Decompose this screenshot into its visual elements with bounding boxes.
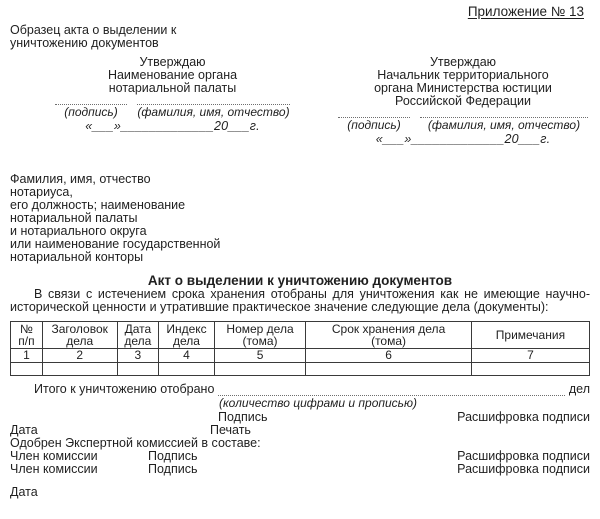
col-header-case-number: Номер дела (тома) [214,322,305,349]
col-header-num: № п/п [11,322,43,349]
approve-word-right: Утверждаю [429,55,497,69]
act-title: Акт о выделении к уничтожению документов [147,273,453,288]
seal-label: Печать [210,423,251,437]
empty-cell [117,363,159,376]
member-transcript-label: Расшифровка подписи [457,462,590,476]
final-date-label: Дата [10,485,38,499]
date-label: Дата [10,423,38,437]
documents-table [10,321,590,376]
signature-label: Подпись [218,410,268,424]
empty-cell [306,363,472,376]
total-line [10,383,590,396]
table-empty-row [11,363,590,376]
table-column-numbers-row [11,349,590,363]
empty-cell [159,363,215,376]
fullname-caption-right: (фамилия, имя, отчество) [420,117,588,132]
col-header-retention: Срок хранения дела (тома) [306,322,472,349]
signature-lines-left [55,104,290,119]
col-header-index: Индекс дела [159,322,215,349]
member-role: Член комиссии [10,462,98,476]
notary-info-block: Фамилия, имя, отчество нотариуса, его должность; наименование нотариальной палаты и нотариального округа или наименование государственной нотариальной конторы [10,172,221,264]
col-number: 4 [159,349,215,363]
approval-block-right [320,56,590,146]
approver-right: Начальник территориального органа Министерства юстиции Российской Федерации [374,68,552,108]
approve-word-left: Утверждаю [139,55,206,69]
approval-block-left [10,56,320,146]
member-transcript-label: Расшифровка подписи [457,449,590,463]
date-line-left: «___»_____________20___г. [85,119,260,133]
col-number: 3 [117,349,159,363]
total-blank-line [218,383,564,396]
total-unit: дел [568,382,590,396]
transcript-label: Расшифровка подписи [457,410,590,424]
appendix-number: Приложение № 13 [467,4,584,19]
commission-approved-line: Одобрен Экспертной комиссией в составе: [10,436,261,450]
approver-left: Наименование органа нотариальной палаты [107,68,238,95]
member-signature-label: Подпись [148,449,198,463]
quantity-caption: (количество цифрами и прописью) [219,396,417,410]
col-number: 6 [306,349,472,363]
col-header-date: Дата дела [117,322,159,349]
signoff-row [10,411,590,424]
sample-caption: Образец акта о выделении к уничтожению документов [10,23,177,50]
col-header-notes: Примечания [471,322,589,349]
col-number: 1 [11,349,43,363]
col-number: 7 [471,349,589,363]
empty-cell [42,363,117,376]
col-number: 5 [214,349,305,363]
total-label: Итого к уничтожению отобрано [34,382,215,396]
commission-member-row [10,463,590,476]
intro-paragraph: В связи с истечением срока хранения отобраны для уничтожения как не имеющие научно-исторической ценности и утратившие практическое значение следующие дела (документы): [10,287,590,314]
signature-lines-right [338,117,588,132]
member-signature-label: Подпись [148,462,198,476]
empty-cell [214,363,305,376]
member-role: Член комиссии [10,449,98,463]
signature-caption-left: (подпись) [55,104,127,119]
date-line-right: «___»_____________20___г. [375,132,551,146]
approval-blocks [10,56,590,146]
empty-cell [11,363,43,376]
table-header-row [11,322,590,349]
empty-cell [471,363,589,376]
col-header-title: Заголовок дела [42,322,117,349]
fullname-caption-left: (фамилия, имя, отчество) [137,105,290,119]
signature-caption-right: (подпись) [338,117,410,132]
col-number: 2 [42,349,117,363]
